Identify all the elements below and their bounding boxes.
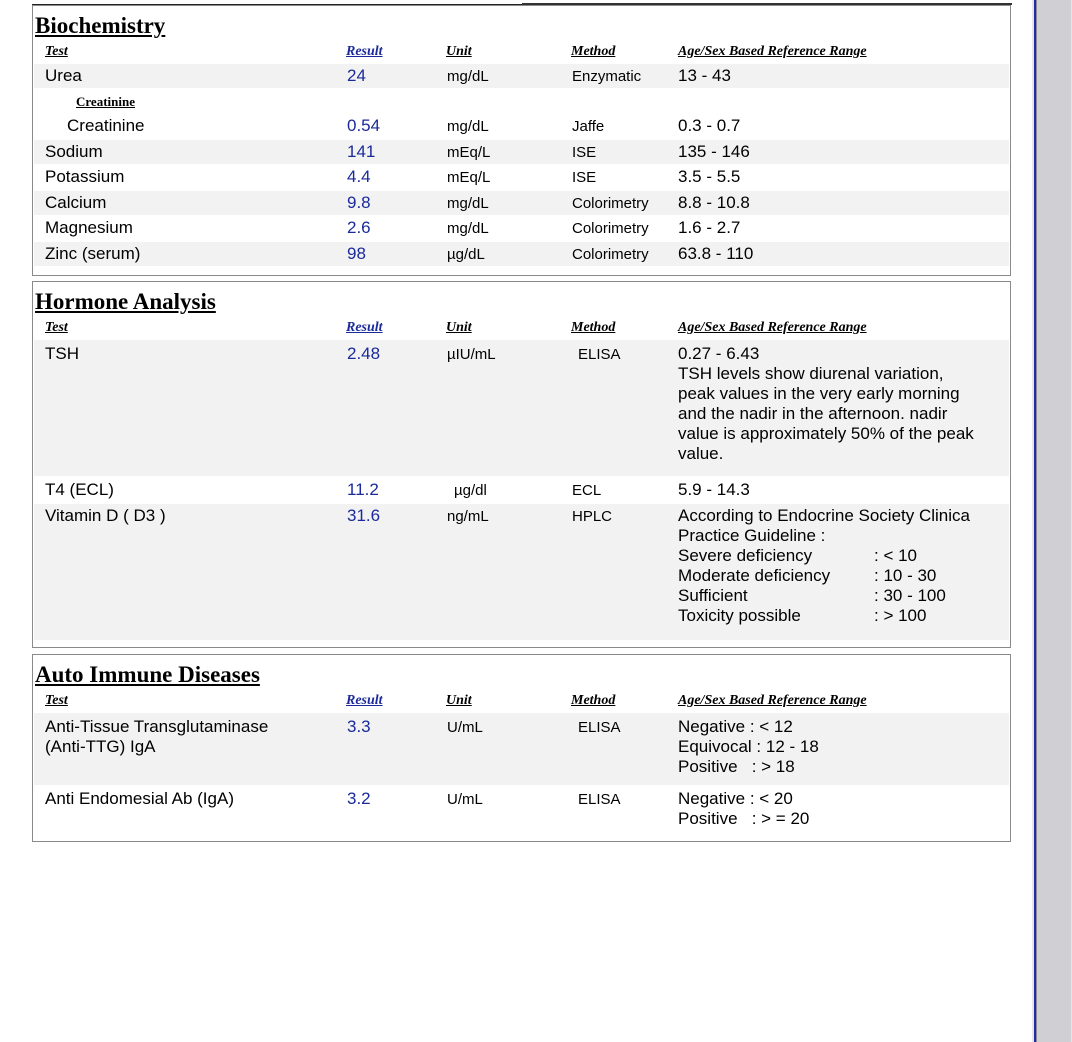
test-result: 24 (347, 66, 366, 85)
test-result: 98 (347, 244, 366, 263)
test-result: 4.4 (347, 167, 371, 186)
test-method: ELISA (578, 719, 621, 736)
autoimmune-section (32, 654, 1011, 842)
table-row (34, 140, 1009, 164)
table-row (34, 478, 1009, 502)
test-name: Anti Endomesial Ab (IgA) (45, 789, 234, 808)
range-line: TSH levels show diurenal variation, (678, 364, 944, 383)
test-range: 3.5 - 5.5 (678, 167, 741, 186)
range-value: : > 100 (874, 606, 927, 625)
test-result: 9.8 (347, 193, 371, 212)
header-range: Age/Sex Based Reference Range (678, 693, 867, 708)
test-method: ECL (572, 482, 602, 499)
range-line: Positive : > 18 (678, 757, 795, 776)
test-name: Sodium (45, 142, 103, 161)
header-test: Test (45, 693, 68, 708)
table-row (34, 216, 1009, 240)
range-line: Equivocal : 12 - 18 (678, 737, 819, 756)
header-test: Test (45, 320, 68, 335)
header-result: Result (346, 44, 383, 59)
header-method: Method (571, 44, 616, 59)
section-title: Auto Immune Diseases (35, 662, 260, 687)
test-method: ISE (572, 169, 597, 186)
table-row (34, 114, 1009, 138)
test-name-line: Anti-Tissue Transglutaminase (45, 717, 269, 736)
range-value: : 10 - 30 (874, 566, 937, 585)
test-method: Jaffe (572, 118, 605, 135)
test-name: TSH (45, 344, 79, 363)
creatinine-subheading: Creatinine (76, 94, 135, 109)
test-result: 2.6 (347, 218, 371, 237)
range-label: Severe deficiency (678, 546, 813, 565)
header-range: Age/Sex Based Reference Range (678, 44, 867, 59)
header-result: Result (346, 320, 383, 335)
range-label: Toxicity possible (678, 606, 801, 625)
test-name: Urea (45, 66, 82, 85)
test-unit: µg/dL (447, 246, 485, 263)
header-result: Result (346, 693, 383, 708)
range-label: Moderate deficiency (678, 566, 831, 585)
test-range (678, 789, 809, 829)
test-name: Potassium (45, 167, 125, 186)
range-line: Negative : < 20 (678, 789, 793, 808)
range-table-row (678, 606, 970, 626)
test-unit: mg/dL (447, 195, 489, 212)
test-method: Colorimetry (572, 246, 649, 263)
test-name: Calcium (45, 193, 107, 212)
table-row (34, 191, 1009, 215)
biochemistry-section (32, 5, 1011, 276)
test-method: Colorimetry (572, 195, 649, 212)
test-result: 2.48 (347, 344, 381, 363)
test-range: 5.9 - 14.3 (678, 480, 750, 499)
test-range: 135 - 146 (678, 142, 750, 161)
range-line: Practice Guideline : (678, 526, 826, 545)
header-unit: Unit (446, 44, 472, 59)
range-line: value. (678, 444, 724, 463)
test-unit: mg/dL (447, 220, 489, 237)
table-row (34, 340, 1009, 476)
range-table-row (678, 546, 970, 566)
range-line: and the nadir in the afternoon. nadir (678, 404, 948, 423)
test-result: 3.3 (347, 717, 371, 736)
range-line: Positive : > = 20 (678, 809, 810, 828)
header-range: Age/Sex Based Reference Range (678, 320, 867, 335)
section-title: Hormone Analysis (35, 289, 216, 314)
test-range: 63.8 - 110 (678, 244, 754, 263)
table-row (34, 504, 1009, 640)
test-unit: mg/dL (447, 118, 489, 135)
range-value: : < 10 (874, 546, 918, 565)
test-method: ISE (572, 144, 597, 161)
header-test: Test (45, 44, 68, 59)
hormone-section (32, 281, 1011, 648)
test-method: ELISA (578, 346, 621, 363)
test-name: Zinc (serum) (45, 244, 141, 263)
test-name (45, 717, 268, 757)
range-label: Sufficient (678, 586, 748, 605)
test-unit: µIU/mL (447, 346, 496, 363)
header-method: Method (571, 320, 616, 335)
test-result: 11.2 (347, 480, 379, 499)
range-table-row (678, 586, 970, 606)
test-range (678, 717, 819, 777)
test-result: 0.54 (347, 116, 381, 135)
test-unit: ng/mL (447, 508, 489, 525)
test-unit: µg/dl (454, 482, 487, 499)
test-unit: mEq/L (447, 144, 491, 161)
test-range (678, 344, 974, 464)
test-result: 31.6 (347, 506, 381, 525)
test-result: 141 (347, 142, 376, 161)
range-line: Negative : < 12 (678, 717, 793, 736)
frame-gray-margin (1036, 0, 1071, 1042)
test-unit: mEq/L (447, 169, 491, 186)
table-row (34, 713, 1009, 785)
range-line: value is approximately 50% of the peak (678, 424, 974, 443)
table-row (34, 242, 1009, 266)
header-unit: Unit (446, 693, 472, 708)
section-title: Biochemistry (35, 13, 166, 38)
test-unit: U/mL (447, 791, 483, 808)
test-method: Enzymatic (572, 68, 642, 85)
test-name: Vitamin D ( D3 ) (45, 506, 166, 525)
test-method: Colorimetry (572, 220, 649, 237)
range-table-row (678, 566, 970, 586)
test-name-line: (Anti-TTG) IgA (45, 737, 156, 756)
page-frame-edge (1032, 0, 1072, 1042)
table-row (34, 785, 1009, 835)
table-row (34, 165, 1009, 189)
test-method: ELISA (578, 791, 621, 808)
test-range: 8.8 - 10.8 (678, 193, 750, 212)
test-method: HPLC (572, 508, 613, 525)
test-name: Creatinine (67, 116, 145, 135)
range-line: 0.27 - 6.43 (678, 344, 760, 363)
test-result: 3.2 (347, 789, 371, 808)
test-range (678, 506, 970, 626)
header-method: Method (571, 693, 616, 708)
test-range: 0.3 - 0.7 (678, 116, 741, 135)
test-unit: mg/dL (447, 68, 489, 85)
range-line: peak values in the very early morning (678, 384, 960, 403)
header-unit: Unit (446, 320, 472, 335)
test-range: 1.6 - 2.7 (678, 218, 741, 237)
test-name: Magnesium (45, 218, 133, 237)
table-row (34, 64, 1009, 88)
test-name: T4 (ECL) (45, 480, 114, 499)
test-unit: U/mL (447, 719, 483, 736)
range-line: According to Endocrine Society Clinica (678, 506, 970, 525)
test-range: 13 - 43 (678, 66, 731, 85)
range-value: : 30 - 100 (874, 586, 946, 605)
